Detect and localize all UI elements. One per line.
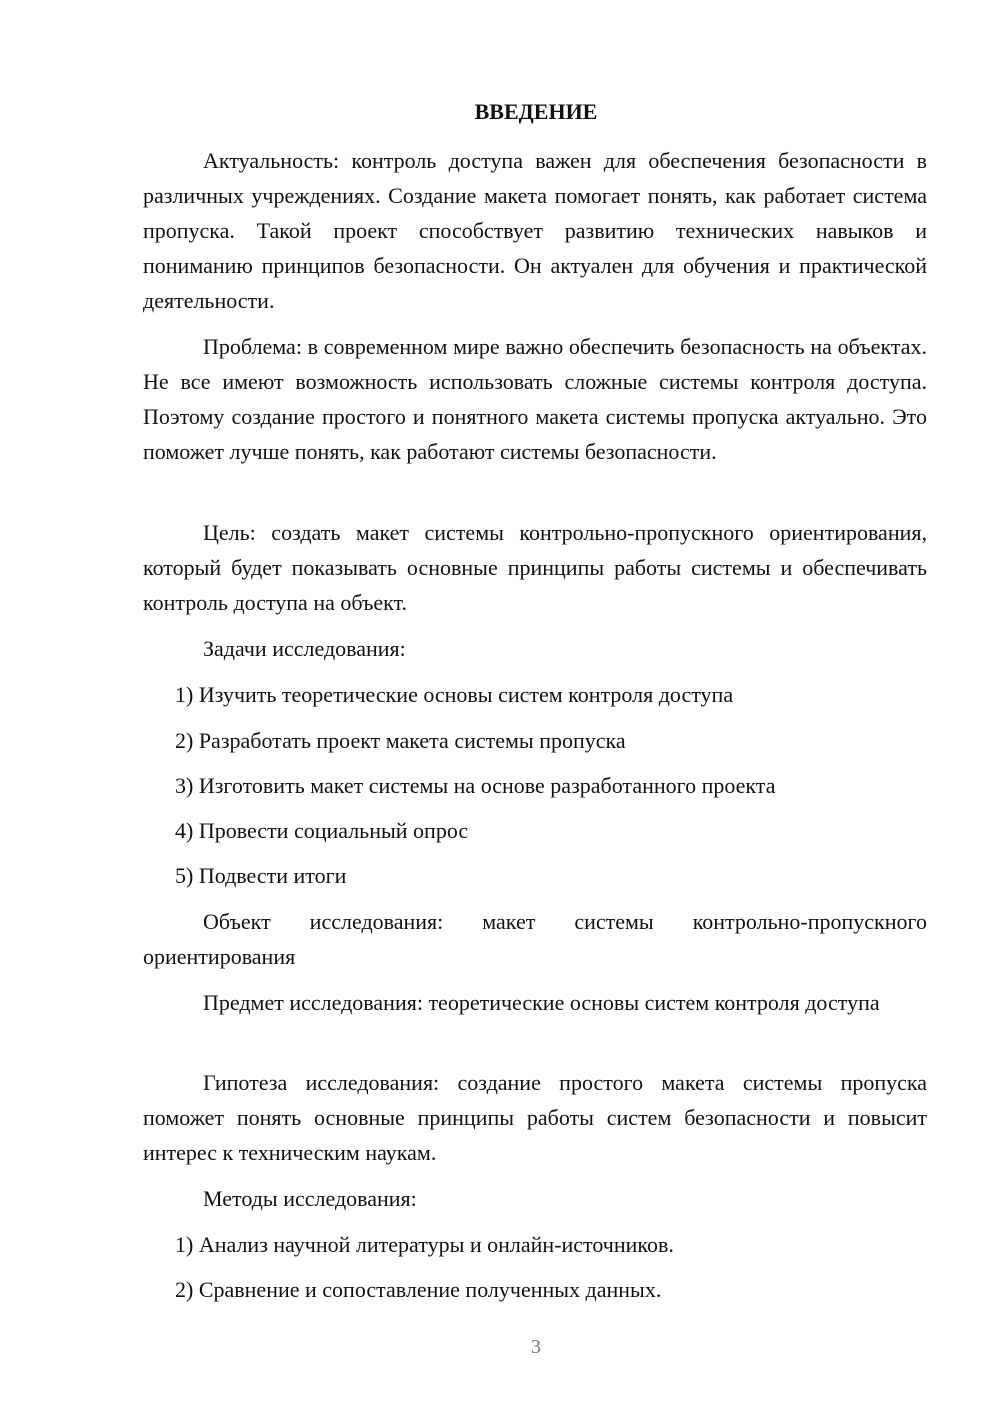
paragraph-relevance: Актуальность: контроль доступа важен для обеспечения безопасности в различных учреждениях. Создание макета помогает понять, как работает система пропуска. Такой проект способствует развитию технических навыков и пониманию принципов безопасности. Он актуален для обучения и практической деятельности.: [143, 148, 927, 313]
task-item: 1) Изучить теоретические основы систем контроля доступа: [175, 682, 734, 707]
paragraph-subject: Предмет исследования: теоретические основы систем контроля доступа: [203, 990, 880, 1015]
page-title: ВВЕДЕНИЕ: [474, 99, 598, 124]
paragraph-goal: Цель: создать макет системы контрольно-пропускного ориентирования, который будет показывать основные принципы работы системы и обеспечивать контроль доступа на объект.: [143, 520, 927, 615]
paragraph-problem: Проблема: в современном мире важно обеспечить безопасность на объектах. Не все имеют возможность использовать сложные системы контроля доступа. Поэтому создание простого и понятного макета системы пропуска актуально. Это поможет лучше понять, как работают системы безопасности.: [143, 334, 927, 464]
tasks-heading: Задачи исследования:: [203, 636, 406, 661]
page-number: 3: [531, 1336, 541, 1358]
paragraph-hypothesis: Гипотеза исследования: создание простого макета системы пропуска поможет понять основные принципы работы систем безопасности и повысит интерес к техническим наукам.: [143, 1070, 927, 1165]
method-item: 1) Анализ научной литературы и онлайн-источников.: [175, 1232, 674, 1257]
task-item: 3) Изготовить макет системы на основе разработанного проекта: [175, 773, 776, 798]
task-item: 5) Подвести итоги: [175, 863, 347, 888]
methods-heading: Методы исследования:: [203, 1186, 417, 1211]
method-item: 2) Сравнение и сопоставление полученных данных.: [175, 1277, 662, 1302]
task-item: 4) Провести социальный опрос: [175, 818, 469, 843]
task-item: 2) Разработать проект макета системы пропуска: [175, 728, 626, 753]
paragraph-object: Объект исследования: макет системы контрольно-пропускного ориентирования: [143, 909, 927, 969]
